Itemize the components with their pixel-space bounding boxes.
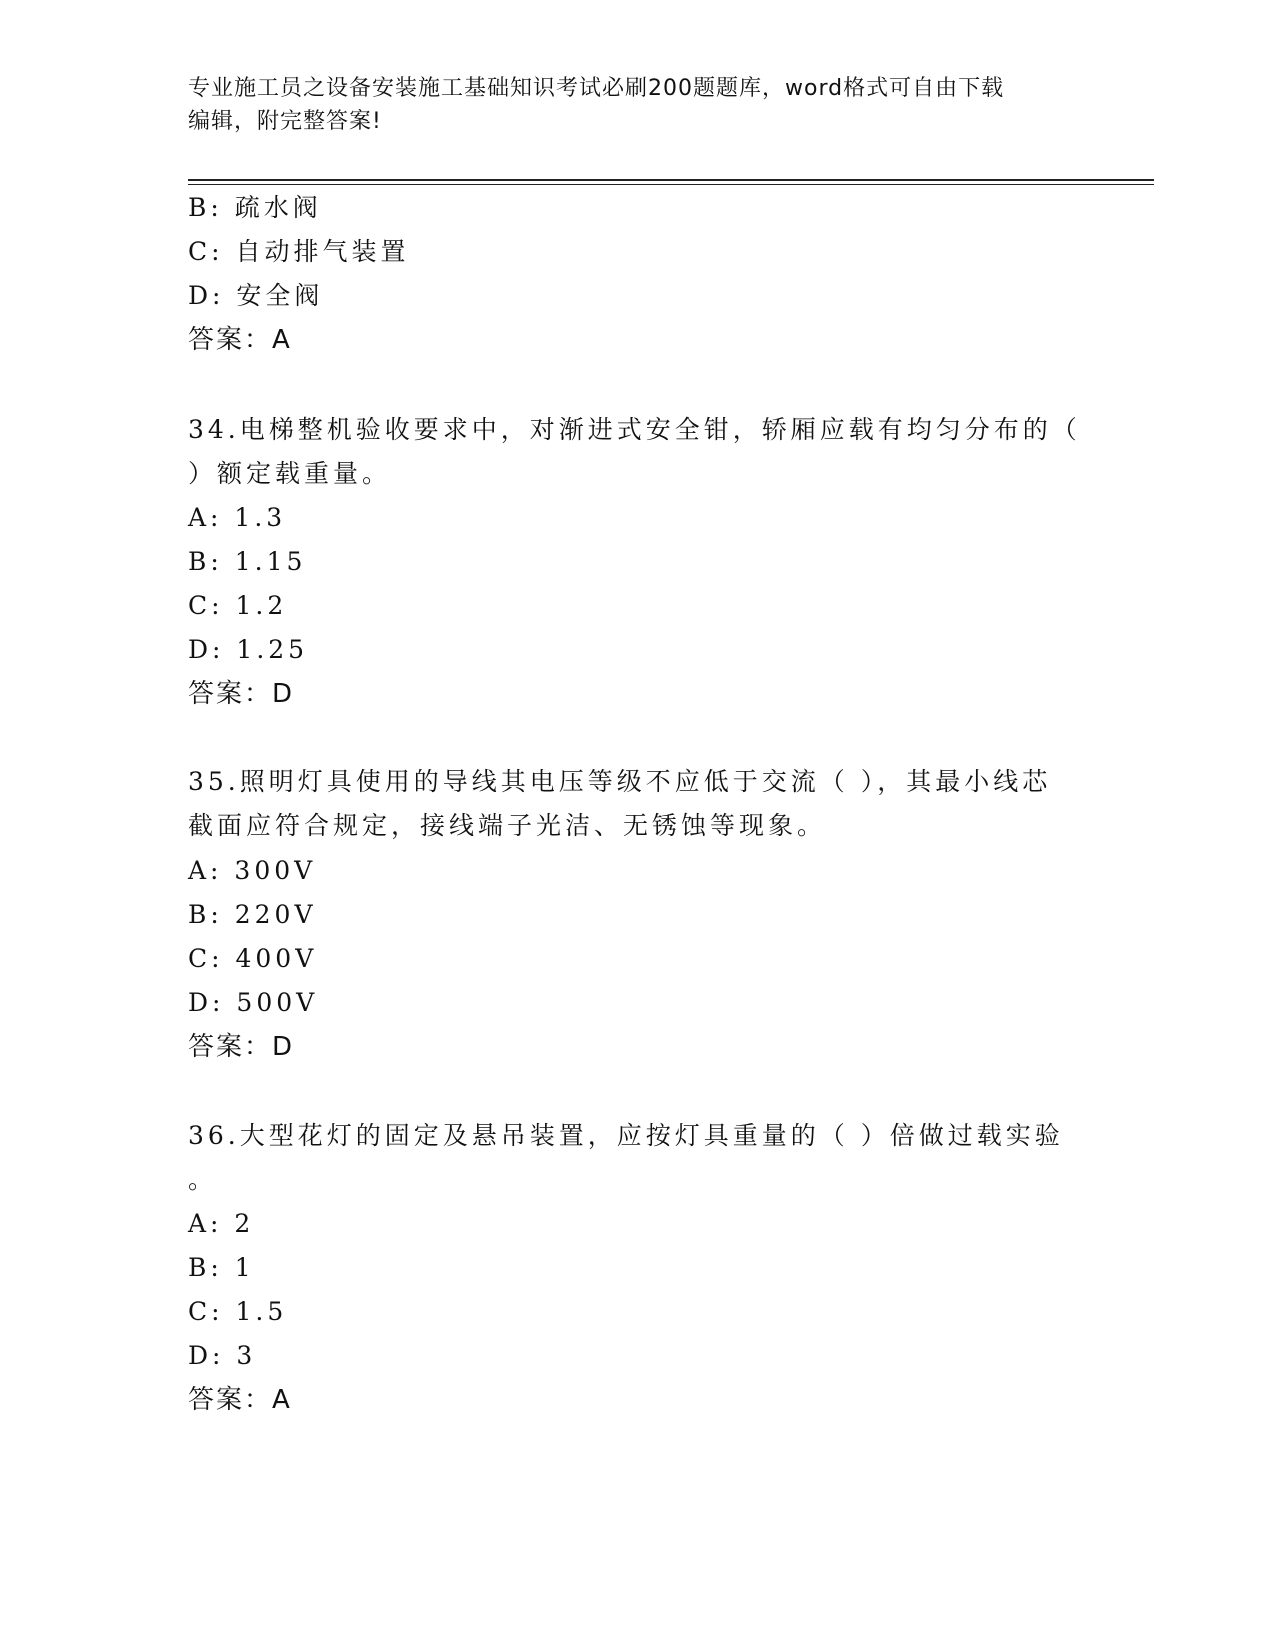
option-c: C: 自动排气装置 — [188, 237, 410, 266]
header-divider-thin — [188, 184, 1154, 185]
question-stem-36-cont: 。 — [188, 1165, 218, 1194]
option-a: A: 2 — [188, 1209, 255, 1238]
question-stem-35-cont: 截面应符合规定，接线端子光洁、无锈蚀等现象。 — [188, 811, 827, 840]
option-a: A: 1.3 — [188, 503, 287, 532]
option-c: C: 400V — [188, 944, 318, 973]
option-b: B: 1.15 — [188, 547, 307, 576]
header-line-1: 专业施工员之设备安装施工基础知识考试必刷200题题库，word格式可自由下载 — [188, 76, 1005, 101]
option-d: D: 3 — [188, 1341, 257, 1370]
option-d: D: 500V — [188, 988, 319, 1017]
header-divider-thick — [188, 179, 1154, 181]
header-line-2: 编辑，附完整答案! — [188, 109, 382, 134]
question-stem-35: 35.照明灯具使用的导线其电压等级不应低于交流（ ），其最小线芯 — [188, 767, 1052, 796]
option-d: D: 1.25 — [188, 635, 309, 664]
option-b: B: 1 — [188, 1253, 255, 1282]
question-stem-34: 34.电梯整机验收要求中，对渐进式安全钳，轿厢应载有均匀分布的（ — [188, 415, 1081, 444]
option-b: B: 220V — [188, 900, 317, 929]
option-a: A: 300V — [188, 856, 317, 885]
option-c: C: 1.5 — [188, 1297, 288, 1326]
option-c: C: 1.2 — [188, 591, 288, 620]
answer-line: 答案：D — [188, 679, 295, 709]
option-b: B: 疏水阀 — [188, 193, 322, 222]
question-stem-34-cont: ）额定载重量。 — [188, 459, 392, 488]
answer-line: 答案：A — [188, 325, 292, 355]
answer-line: 答案：A — [188, 1385, 292, 1415]
answer-line: 答案：D — [188, 1032, 295, 1062]
option-d: D: 安全阀 — [188, 281, 324, 310]
document-header — [188, 72, 1068, 138]
question-stem-36: 36.大型花灯的固定及悬吊装置，应按灯具重量的（ ）倍做过载实验 — [188, 1121, 1064, 1150]
